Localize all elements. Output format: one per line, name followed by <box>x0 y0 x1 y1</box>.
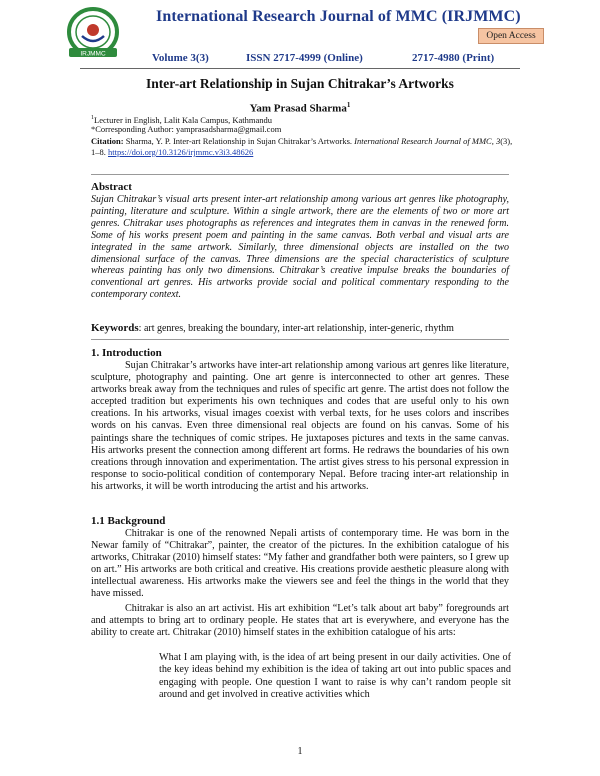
keywords: Keywords: art genres, breaking the boundary, inter-art relationship, inter-generic, rhythm <box>91 322 454 334</box>
doi-link[interactable]: https://doi.org/10.3126/irjmmc.v3i3.48626 <box>108 147 254 157</box>
author-name: Yam Prasad Sharma$^1$ <box>249 101 351 115</box>
open-access-badge: Open Access <box>478 28 544 44</box>
journal-logo <box>58 6 128 60</box>
background-paragraph-1: Chitrakar is one of the renowned Nepali artists of contemporary time. He was born in the Newar family of “Chitrakar”, painter, the creator of the pictures. In the exhibition catalogue of his artworks, Chitrakar (2010) himself states: “My father and grandfather both were painters, so I grew up on art.” His artworks are both critical and creative. His creations provide aesthetic pleasure along with intellectual awareness. His artworks make the viewers see and feel the things in the world that they have missed. <box>91 528 509 600</box>
paper-title: Inter-art Relationship in Sujan Chitrakar’s Artworks <box>146 76 454 91</box>
corresponding-author: *Corresponding Author: yamprasadsharma@gmail.com <box>91 124 282 134</box>
header-divider <box>80 68 520 69</box>
journal-title: International Research Journal of MMC (IRJMMC) <box>156 8 521 25</box>
affiliation: $^1$Lecturer in English, Lalit Kala Campus, Kathmandu <box>91 114 272 125</box>
divider <box>91 174 509 175</box>
divider <box>91 339 509 340</box>
section-heading-introduction: 1. Introduction <box>91 347 162 359</box>
issn-print: 2717-4980 (Print) <box>412 52 495 64</box>
issn-online: ISSN 2717-4999 (Online) <box>246 52 363 64</box>
citation: Citation: Sharma, Y. P. Inter-art Relationship in Sujan Chitrakar’s Artworks. International Research Journal of MMC, 3(3), 1–8. https://doi.org/10.3126/irjmmc.v3i3.48626 <box>91 136 513 157</box>
svg-text:IRJMMC: IRJMMC <box>80 50 106 58</box>
abstract-heading: Abstract <box>91 181 132 193</box>
section-heading-background: 1.1 Background <box>91 515 166 527</box>
volume-label: Volume 3(3) <box>152 52 209 64</box>
background-paragraph-2: Chitrakar is also an art activist. His art exhibition “Let’s talk about art baby” foregrounds art and attempts to bring art to ordinary people. He states that art is everywhere, and everyone has the ability to create art. Chitrakar (2010) himself states in the exhibition catalogue of his arts: <box>91 603 509 639</box>
abstract-text: Sujan Chitrakar’s visual arts present inter-art relationship among various art genres like photography, painting, literature and sculpture. Within a single artwork, there are the elements of two or more art genres. Chitrakar uses photographs as references and integrates them in canvas in the renewed form. Some of his works present poem and painting in the same canvas. Both verbal and visual arts are integrated in the same artwork. Similarly, three dimensional objects are installed on the two dimensional surface of the canvas. Three dimensions are the special characteristics of sculpture whereas painting has only two dimensions. Chitrakar’s creative impulse breaks the boundaries of conventional art genres. His artworks provide social and political commentary responding to the contemporary context. <box>91 194 509 301</box>
block-quote: What I am playing with, is the idea of art being present in our daily activities. One of the key ideas behind my exhibition is the idea of taking art out into public spaces and engaging with people. One question I want to raise is why can’t random people sit around and get involved in creative activities which <box>159 652 511 700</box>
page-number: 1 <box>297 746 303 757</box>
intro-paragraph: Sujan Chitrakar’s artworks have inter-art relationship among various art genres like literature, sculpture, photography and painting. One art genre is interconnected to other art genres. These artworks break away from the techniques and rules of specific art genre. The artist does not follow the accepted tradition but experiments his own techniques and codes that are useful only to his own creations. In his artworks, visual images coexist with verbal texts, for he uses colors and inscribes words on his canvas. Even three dimensional real objects are found on his canvas. Some of his paintings share the techniques of comic stripes. He juxtaposes pictures and texts in the same canvas. His artworks present the connection among different art forms. He redraws the boundaries of his own creations through innovation and experimentation. The artist gives stress to his personal expression in response to socio-political condition of contemporary Nepal. Before tracing inter-art relationship in his artworks, it will be worth introducing the artist and his artworks. <box>91 360 509 492</box>
